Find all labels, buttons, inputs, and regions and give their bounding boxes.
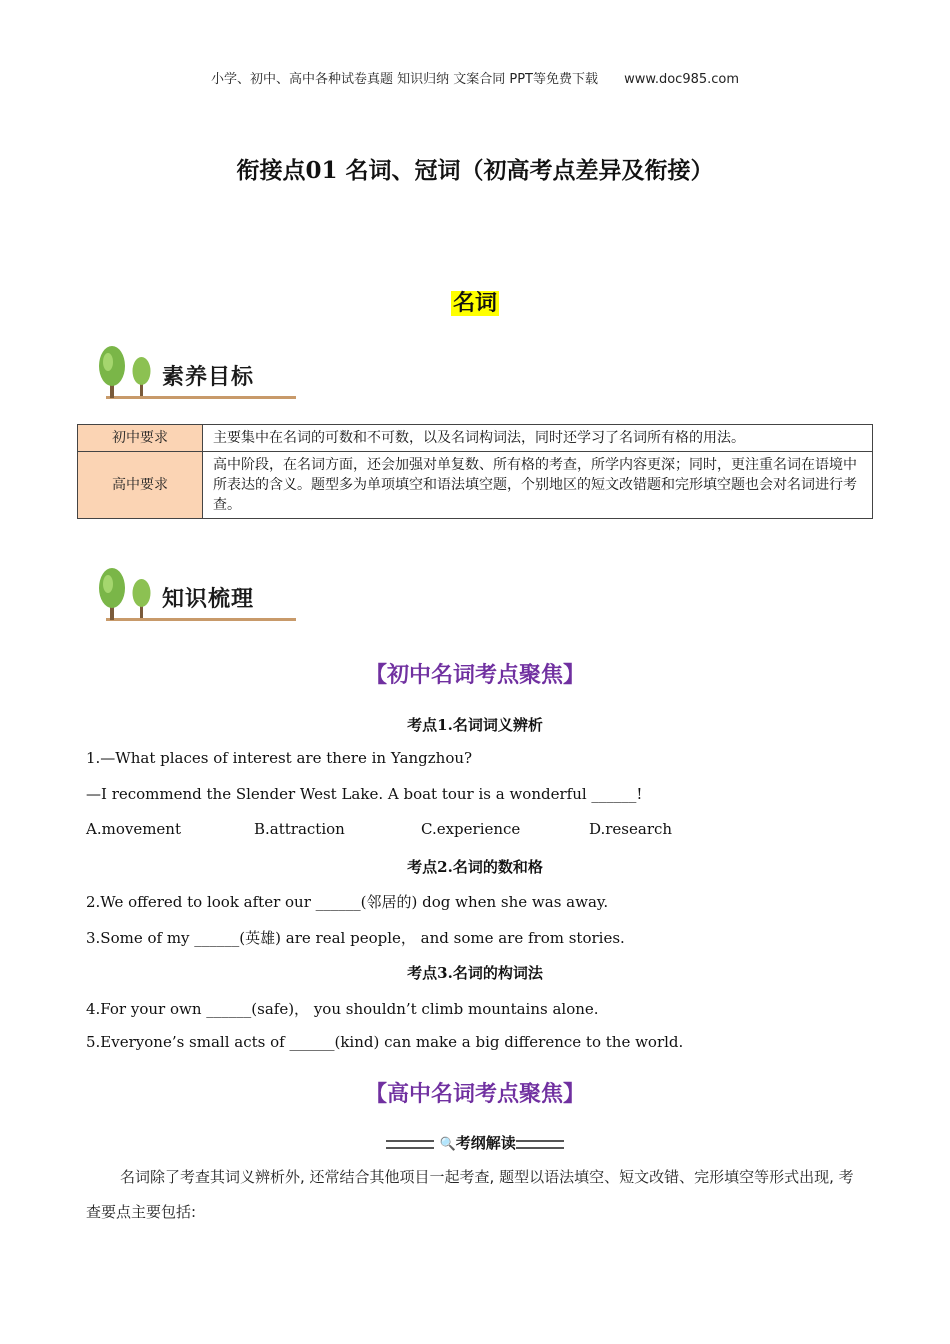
syllabus-heading [0,1132,950,1153]
knowledge-banner-label: 知识梳理 [162,587,255,612]
question-4: 4.For your own ______(safe)， you shouldn’t climb mountains alone. [86,1000,599,1018]
header-url[interactable]: www.doc985.com [624,72,740,87]
header-text: 小学、初中、高中各种试卷真题 知识归纳 文案合同 PPT等免费下载 [210,72,598,87]
keypoint-2: 考点2.名词的数和格 [407,858,543,876]
divider-left [386,1140,434,1149]
requirement-value: 高中阶段，在名词方面，还会加强对单复数、所有格的考查，所学内容更深；同时，更注重名词在语境中所表达的含义。题型多为单项填空和语法填空题，个别地区的短文改错题和完形填空题也会对名词进行考查。 [203,452,873,519]
option-b: B.attraction [254,820,345,838]
senior-section-title: 【高中名词考点聚焦】 [364,1082,585,1107]
keypoint-1: 考点1.名词词义辨析 [407,716,543,734]
requirement-key: 初中要求 [78,425,203,452]
requirements-table [77,424,873,519]
question-1b: —I recommend the Slender West Lake. A boat tour is a wonderful ______! [86,785,643,803]
syllabus-paragraph: 名词除了考查其词义辨析外, 还常结合其他项目一起考查, 题型以语法填空、短文改错、完形填空等形式出现, 考查要点主要包括: [86,1168,854,1221]
requirement-key: 高中要求 [78,452,203,519]
keypoint-3: 考点3.名词的构词法 [407,964,543,982]
table-row [78,452,873,519]
page-title: 衔接点01 名词、冠词（初高考点差异及衔接） [236,157,714,184]
goals-banner [96,344,296,404]
syllabus-heading-text: 考纲解读 [455,1134,516,1152]
noun-heading [0,286,950,317]
option-d: D.research [589,820,673,838]
magnifier-icon: 🔍 [439,1137,456,1152]
table-row [78,425,873,452]
junior-section-title: 【初中名词考点聚焦】 [364,663,585,688]
noun-heading-text: 名词 [452,291,497,316]
option-c: C.experience [421,820,521,838]
question-2: 2.We offered to look after our ______(邻居的) dog when she was away. [86,893,609,911]
question-1a: 1.—What places of interest are there in Yangzhou? [86,749,473,767]
goals-banner-label: 素养目标 [162,365,255,390]
page-header [0,68,950,87]
divider-right [516,1140,564,1149]
requirement-value: 主要集中在名词的可数和不可数，以及名词构词法，同时还学习了名词所有格的用法。 [203,425,873,452]
question-3: 3.Some of my ______(英雄) are real people， and some are from stories. [86,929,625,947]
knowledge-banner [96,566,296,626]
option-a: A.movement [86,820,181,838]
question-5: 5.Everyone’s small acts of ______(kind) can make a big difference to the world. [86,1033,684,1051]
